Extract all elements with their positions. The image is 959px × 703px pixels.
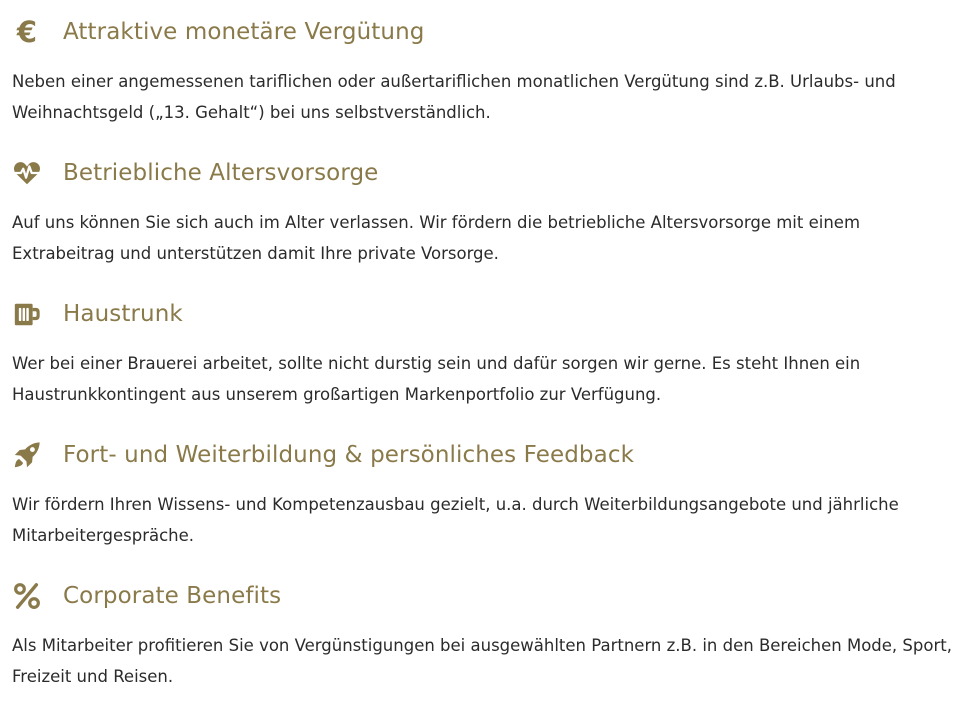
benefit-title: Corporate Benefits: [63, 583, 282, 609]
euro-icon: €: [16, 15, 38, 49]
beer-mug-icon: [12, 299, 42, 329]
benefit-item-training: [12, 435, 952, 551]
heartbeat-icon: [12, 158, 42, 188]
benefit-title: Attraktive monetäre Vergütung: [63, 19, 425, 45]
benefit-item-compensation: [12, 12, 952, 128]
benefit-header: [12, 576, 952, 616]
benefit-description: Wer bei einer Brauerei arbeitet, sollte nicht durstig sein und dafür sorgen wir gerne. Es steht Ihnen ein Haustrunkkontingent aus unserem großartigen Markenportfolio zur Verfügung.: [12, 354, 861, 404]
benefit-title: Betriebliche Altersvorsorge: [63, 160, 379, 186]
benefit-header: [12, 294, 952, 334]
benefit-header: [12, 435, 952, 475]
benefit-title: Haustrunk: [63, 301, 183, 327]
percent-icon: [12, 581, 42, 611]
benefit-title: Fort- und Weiterbildung & persönliches Feedback: [63, 442, 634, 468]
benefit-description: Als Mitarbeiter profitieren Sie von Vergünstigungen bei ausgewählten Partnern z.B. in den Bereichen Mode, Sport, Freizeit und Reisen.: [12, 636, 952, 686]
benefit-description: Neben einer angemessenen tariflichen oder außertariflichen monatlichen Vergütung sind z.B. Urlaubs- und Weihnachtsgeld („13. Gehalt“) bei uns selbstverständlich.: [12, 72, 896, 122]
benefit-item-pension: [12, 153, 952, 269]
benefit-item-haustrunk: [12, 294, 952, 410]
benefit-description: Auf uns können Sie sich auch im Alter verlassen. Wir fördern die betriebliche Altersvorsorge mit einem Extrabeitrag und unterstützen damit Ihre private Vorsorge.: [12, 213, 861, 263]
rocket-icon: [12, 440, 42, 470]
benefit-description: Wir fördern Ihren Wissens- und Kompetenzausbau gezielt, u.a. durch Weiterbildungsangebote und jährliche Mitarbeitergespräche.: [12, 495, 899, 545]
benefit-header: [12, 12, 952, 52]
benefit-header: [12, 153, 952, 193]
benefit-item-corporate-benefits: [12, 576, 952, 692]
